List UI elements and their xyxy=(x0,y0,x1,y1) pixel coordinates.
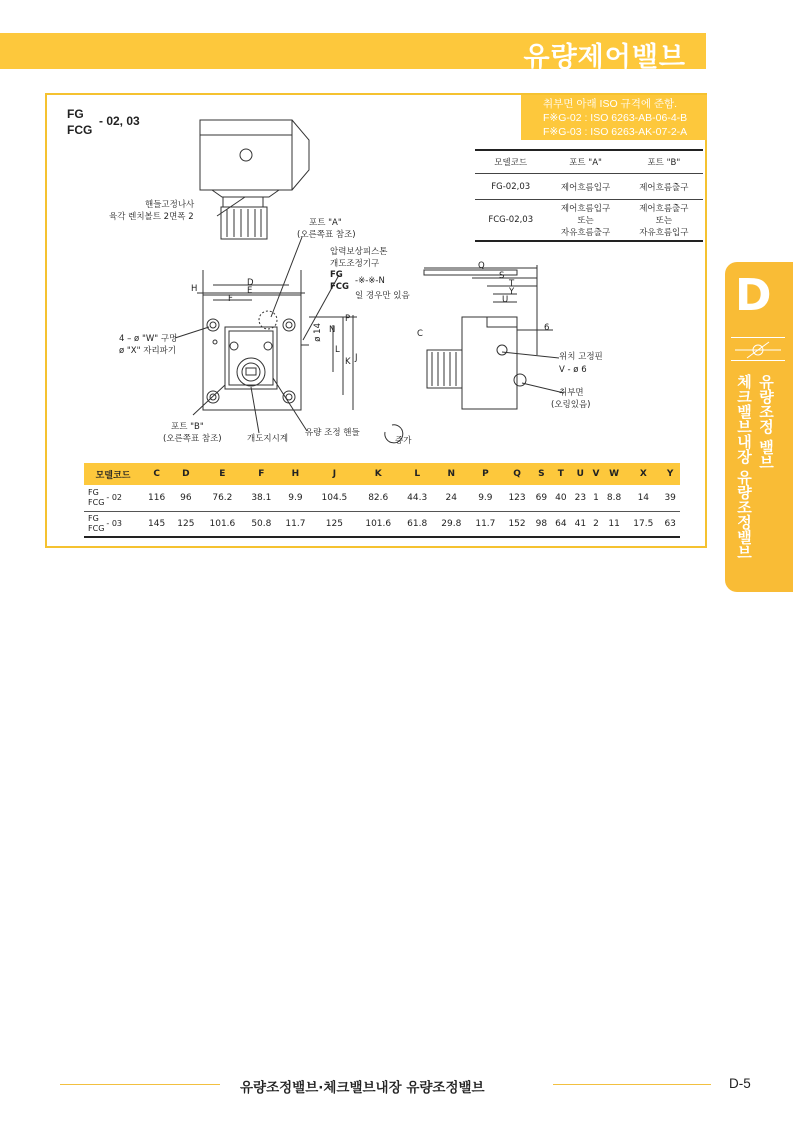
dimension-table-header-cell: 모델코드 xyxy=(84,463,142,485)
dimension-table-cell: 9.9 xyxy=(278,485,312,511)
dimension-table-cell: 11.7 xyxy=(468,511,502,537)
annotation-piston-fcg: FCG xyxy=(330,282,350,292)
dimension-table-cell: 98 xyxy=(532,511,551,537)
dim-label-p: P xyxy=(345,314,351,324)
dimension-table-cell: 40 xyxy=(551,485,570,511)
dim-label-k: K xyxy=(345,357,351,367)
dimension-table-header-cell: W xyxy=(602,463,626,485)
dimension-table-cell: 41 xyxy=(571,511,590,537)
dimension-table-model-cell xyxy=(84,485,142,511)
dimension-table-cell: 63 xyxy=(660,511,680,537)
dim-label-y: Y xyxy=(509,287,515,297)
dimension-table-cell: 123 xyxy=(502,485,531,511)
annotation-mounting-surface: 취부면 xyxy=(559,388,584,398)
footer-rule-left xyxy=(60,1084,220,1085)
dimension-table-cell: 76.2 xyxy=(200,485,244,511)
dimension-table-cell: 24 xyxy=(434,485,468,511)
model-fcg: FCG xyxy=(67,123,93,137)
dim-label-e: E xyxy=(247,286,253,296)
annotation-flow-handle: 유량 조정 핸들 xyxy=(305,428,360,438)
annotation-piston-fg: FG xyxy=(330,270,343,280)
section-letter: D xyxy=(735,270,772,321)
dimension-table-header xyxy=(84,463,680,485)
cell-line: 또는 xyxy=(655,216,673,226)
dimension-table-header-cell: E xyxy=(200,463,244,485)
iso-note-line1: 취부면 아래 ISO 규격에 준함. xyxy=(543,98,678,110)
dimension-table-cell: 2 xyxy=(590,511,602,537)
model-code-size: - 03 xyxy=(106,518,122,528)
dimension-table-cell: 44.3 xyxy=(400,485,434,511)
iso-note-line3: F※G-03 : ISO 6263-AK-07-2-A xyxy=(543,126,688,138)
cell-line: 자유흐름출구 xyxy=(560,228,611,238)
dimension-table-cell: 101.6 xyxy=(200,511,244,537)
annotation-oring: (오링있음) xyxy=(551,400,591,410)
section-name-2: 체크밸브내장 유량조정밸브 xyxy=(735,374,753,560)
page-title: 유량제어밸브 xyxy=(523,42,686,73)
dimension-table-cell: 61.8 xyxy=(400,511,434,537)
annotation-mounting-holes: 4 – ø "W" 구멍 xyxy=(119,334,178,344)
dim-label-c: C xyxy=(417,329,423,339)
dimension-table-cell: 125 xyxy=(171,511,200,537)
dim-label-t: T xyxy=(509,279,515,289)
annotation-piston-condition: 일 경우만 있음 xyxy=(355,291,410,301)
dimension-table-cell: 145 xyxy=(142,511,171,537)
annotation-dim-phi14: ø 14 xyxy=(313,323,323,342)
dimension-table-header-cell: J xyxy=(312,463,356,485)
port-table-cell: FCG-02,03 xyxy=(475,200,546,242)
footer-title: 유량조정밸브·체크밸브내장 유량조정밸브 xyxy=(240,1080,485,1096)
body-right-view xyxy=(462,317,517,409)
port-table-header-cell: 포트 "A" xyxy=(546,150,624,174)
dim-label-f: F xyxy=(228,294,233,304)
dimension-table-header-cell: N xyxy=(434,463,468,485)
dimension-table-header-cell: L xyxy=(400,463,434,485)
dimension-table-cell: 1 xyxy=(590,485,602,511)
dimension-table-header-cell: H xyxy=(278,463,312,485)
model-sizes: - 02, 03 xyxy=(99,114,140,128)
valve-drawing xyxy=(47,95,707,455)
dim-label-h: H xyxy=(191,284,198,294)
annotation-handle-bolt: 핸들고정나사 xyxy=(145,200,195,210)
dimension-table-cell: 11 xyxy=(602,511,626,537)
page-number: D-5 xyxy=(729,1076,751,1091)
dim-label-q: Q xyxy=(478,261,485,271)
handle-side-view xyxy=(221,207,267,239)
dimension-table-cell: 38.1 xyxy=(244,485,278,511)
annotation-increase: 증가 xyxy=(395,436,412,446)
cell-line: 제어흐름출구 xyxy=(639,204,689,214)
annotation-opening-mechanism: 개도조정기구 xyxy=(330,259,380,269)
dimension-table-header-cell: F xyxy=(244,463,278,485)
dim-label-l: L xyxy=(335,345,340,355)
cell-line: 제어흐름입구 xyxy=(560,204,611,214)
flow-valve-symbol-icon xyxy=(731,337,785,361)
dimension-table-header-cell: K xyxy=(356,463,400,485)
port-table-cell: 제어흐름입구 xyxy=(546,174,624,200)
model-code-top: FG xyxy=(88,513,99,523)
dimension-table-row xyxy=(84,485,680,511)
dimension-table-cell: 39 xyxy=(660,485,680,511)
annotation-port-b-ref: (오른쪽표 참조) xyxy=(163,434,222,444)
dimension-table-header-cell: P xyxy=(468,463,502,485)
annotation-piston-code: -※-※-N xyxy=(355,276,385,286)
dimension-table-cell: 69 xyxy=(532,485,551,511)
dimension-table-header-cell: V xyxy=(590,463,602,485)
iso-note-line2: F※G-02 : ISO 6263-AB-06-4-B xyxy=(543,112,688,124)
annotation-dim-6: 6 xyxy=(544,323,550,333)
model-fg: FG xyxy=(67,107,84,121)
annotation-port-a-ref: (오른쪽표 참조) xyxy=(297,230,356,240)
dimension-table-header-cell: S xyxy=(532,463,551,485)
dimension-table-cell: 116 xyxy=(142,485,171,511)
dimension-table-header-cell: Q xyxy=(502,463,531,485)
annotation-locating-pin: 위치 고정핀 xyxy=(559,352,603,362)
model-code-bottom: FCG xyxy=(88,497,105,507)
port-table-cell: 제어흐름출구 xyxy=(625,174,703,200)
dimension-table-cell: 50.8 xyxy=(244,511,278,537)
dimension-table-cell: 96 xyxy=(171,485,200,511)
cell-line: 자유흐름입구 xyxy=(639,228,689,238)
header-banner xyxy=(0,33,706,73)
annotation-pin-size: V - ø 6 xyxy=(559,365,587,375)
dimension-table-header-cell: T xyxy=(551,463,570,485)
dimension-table xyxy=(84,463,680,538)
dimension-table-cell: 11.7 xyxy=(278,511,312,537)
model-code-bottom: FCG xyxy=(88,523,105,533)
dimension-table-header-cell: U xyxy=(571,463,590,485)
dim-label-n: N xyxy=(329,325,336,335)
dimension-table-cell: 14 xyxy=(626,485,660,511)
footer-rule-right xyxy=(553,1084,711,1085)
dimension-table-row xyxy=(84,511,680,537)
port-table-cell: FG-02,03 xyxy=(475,174,546,200)
dimension-table-header-cell: C xyxy=(142,463,171,485)
annotation-gauge: 개도지시계 xyxy=(247,434,289,444)
handle-front-view xyxy=(237,358,265,386)
spec-frame xyxy=(45,93,707,548)
dimension-table-header-cell: D xyxy=(171,463,200,485)
dim-label-d: D xyxy=(247,278,254,288)
port-table-header-cell: 모델코드 xyxy=(475,150,546,174)
model-code-top: FG xyxy=(88,487,99,497)
section-name-1: 유량조정 밸브 xyxy=(757,374,775,470)
dimension-table-cell: 82.6 xyxy=(356,485,400,511)
annotation-port-b: 포트 "B" xyxy=(171,422,204,432)
dimension-table-cell: 17.5 xyxy=(626,511,660,537)
section-tab[interactable] xyxy=(725,262,793,592)
dimension-table-cell: 125 xyxy=(312,511,356,537)
dimension-table-cell: 64 xyxy=(551,511,570,537)
dimension-table-cell: 9.9 xyxy=(468,485,502,511)
dimension-table-model-cell xyxy=(84,511,142,537)
annotation-piston: 압력보상피스톤 xyxy=(330,247,388,257)
dimension-table-cell: 101.6 xyxy=(356,511,400,537)
dimension-table-cell: 152 xyxy=(502,511,531,537)
cell-line: 또는 xyxy=(577,216,594,226)
model-code-size: - 02 xyxy=(106,492,122,502)
dimension-table-cell: 8.8 xyxy=(602,485,626,511)
annotation-handle-bolt-detail: 육각 렌치볼트 2면폭 2 xyxy=(109,212,194,222)
dimension-table-header-cell: Y xyxy=(660,463,680,485)
dim-label-u: U xyxy=(502,295,509,305)
dim-label-j: J xyxy=(355,353,358,363)
dimension-table-cell: 29.8 xyxy=(434,511,468,537)
body-side-view xyxy=(200,120,292,190)
dimension-table-cell: 23 xyxy=(571,485,590,511)
dimension-table-cell: 104.5 xyxy=(312,485,356,511)
port-table-header-cell: 포트 "B" xyxy=(625,150,703,174)
annotation-counterbore: ø "X" 자리파기 xyxy=(119,346,177,356)
dim-label-s: S xyxy=(499,271,505,281)
annotation-port-a: 포트 "A" xyxy=(309,218,342,228)
dimension-table-header-cell: X xyxy=(626,463,660,485)
